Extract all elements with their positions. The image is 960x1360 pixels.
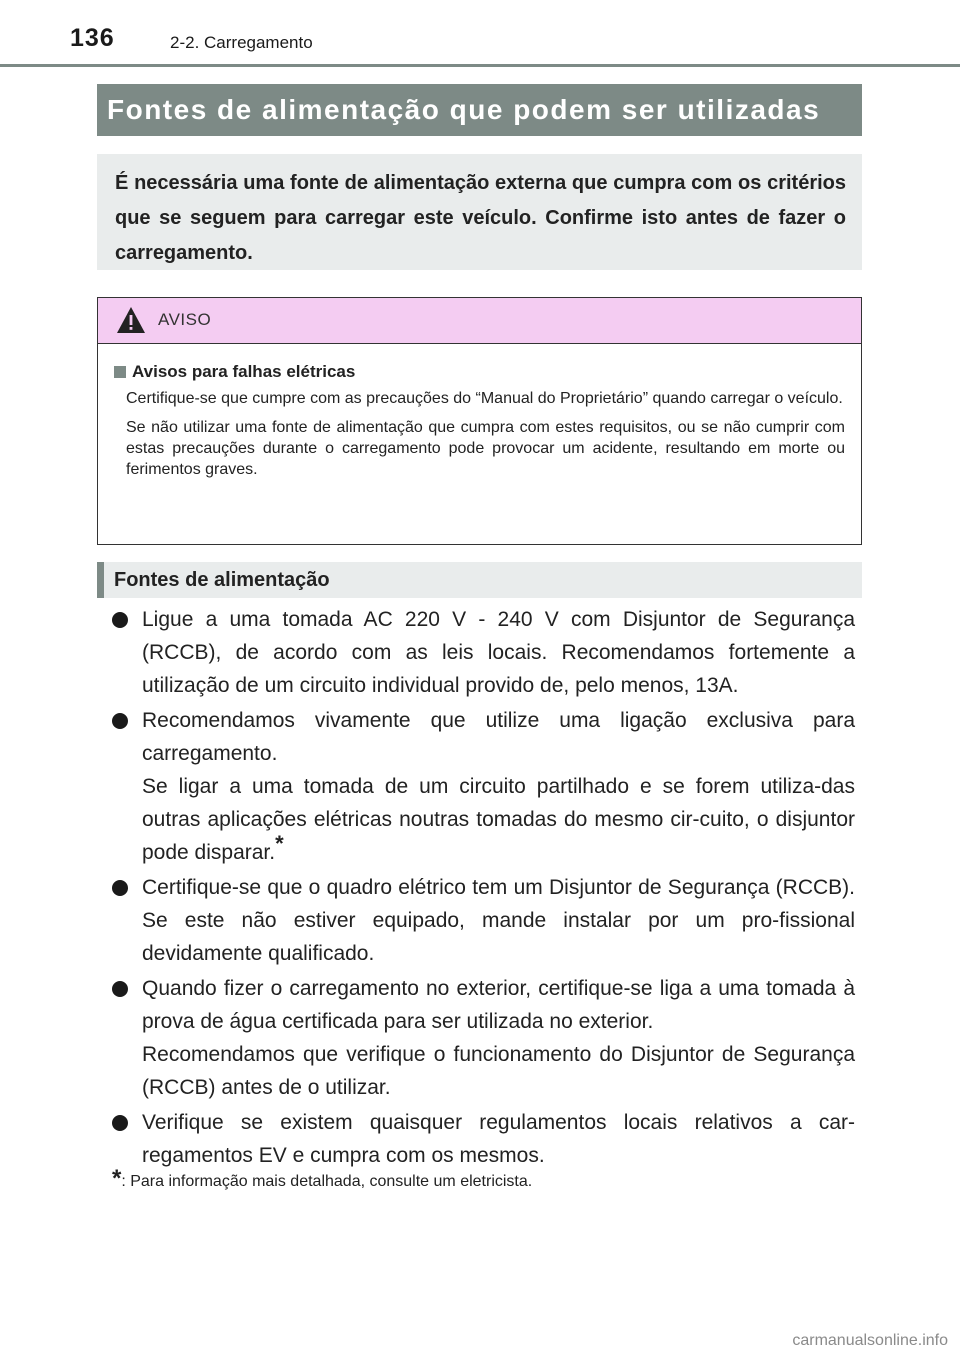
bullet-dot-icon (112, 612, 128, 628)
subsection-accent (97, 562, 104, 598)
bullet-paragraph: Ligue a uma tomada AC 220 V - 240 V com Disjuntor de Segurança (RCCB), de acordo com as leis locais. Recomendamos fortemente a utilização de um circuito individual provido de, pelo menos, 13A. (142, 608, 855, 697)
footnote-marker: * (112, 1165, 122, 1192)
warning-paragraph: Certifique-se que cumpre com as precauções do “Manual do Proprietário” quando carregar o veículo. (126, 390, 843, 407)
subsection-title: Fontes de alimentação (114, 568, 330, 591)
bullet-paragraph: Recomendamos vivamente que utilize uma ligação exclusiva para carregamento. (142, 709, 855, 765)
bullet-paragraph: Verifique se existem quaisquer regulamentos locais relativos a car-regamentos EV e cumpra com os mesmos. (142, 1111, 855, 1167)
intro-text: É necessária uma fonte de alimentação externa que cumpra com os critérios que se seguem para carregar este veículo. Confirme isto antes de fazer o carregamento. (115, 172, 846, 264)
page-title: Fontes de alimentação que podem ser utilizadas (107, 94, 821, 125)
page-title-bar (97, 84, 862, 136)
bullet-paragraph: Recomendamos que verifique o funcionamento do Disjuntor de Segurança (RCCB) antes de o utilizar. (142, 1043, 855, 1099)
subsection-bar (97, 562, 862, 598)
bullet-dot-icon (112, 713, 128, 729)
bullet-list (112, 603, 855, 1174)
list-item (112, 1106, 855, 1172)
bullet-paragraph: Certifique-se que o quadro elétrico tem um Disjuntor de Segurança (RCCB). Se este não estiver equipado, mande instalar por um pro-fissional devidamente qualificado. (142, 876, 855, 965)
header-rule (0, 64, 960, 67)
list-item (112, 871, 855, 970)
warning-heading-text: Avisos para falhas elétricas (132, 362, 356, 381)
bullet-paragraph-text: Se ligar a uma tomada de um circuito partilhado e se forem utiliza-das outras aplicações elétricas noutras tomadas do mesmo cir-cuito, o disjuntor pode disparar. (142, 775, 855, 864)
bullet-dot-icon (112, 1115, 128, 1131)
warning-header (98, 298, 861, 344)
bullet-paragraph: Quando fizer o carregamento no exterior, certifique-se liga a uma tomada à prova de água certificada para ser utilizada no exterior. (142, 977, 855, 1033)
square-bullet-icon (114, 366, 126, 378)
list-item (112, 972, 855, 1104)
page-number: 136 (70, 24, 115, 52)
footnote-star: * (275, 831, 284, 856)
warning-triangle-icon (116, 306, 146, 334)
bullet-paragraph (142, 770, 855, 869)
warning-heading (114, 362, 845, 382)
warning-label: AVISO (158, 310, 212, 329)
list-item (112, 704, 855, 869)
bullet-dot-icon (112, 981, 128, 997)
intro-box (97, 154, 862, 270)
warning-box (97, 297, 862, 545)
bullet-dot-icon (112, 880, 128, 896)
footnote (112, 1165, 532, 1193)
list-item (112, 603, 855, 702)
warning-paragraph: Se não utilizar uma fonte de alimentação que cumpra com estes requisitos, ou se não cumprir com estas precauções durante o carregamento pode provocar um acidente, resultando em morte ou ferimentos graves. (126, 419, 845, 478)
footer-watermark: carmanualsonline.info (792, 1332, 948, 1349)
footnote-text: : Para informação mais detalhada, consulte um eletricista. (121, 1173, 533, 1190)
section-label: 2-2. Carregamento (170, 33, 313, 52)
warning-body (98, 344, 861, 480)
